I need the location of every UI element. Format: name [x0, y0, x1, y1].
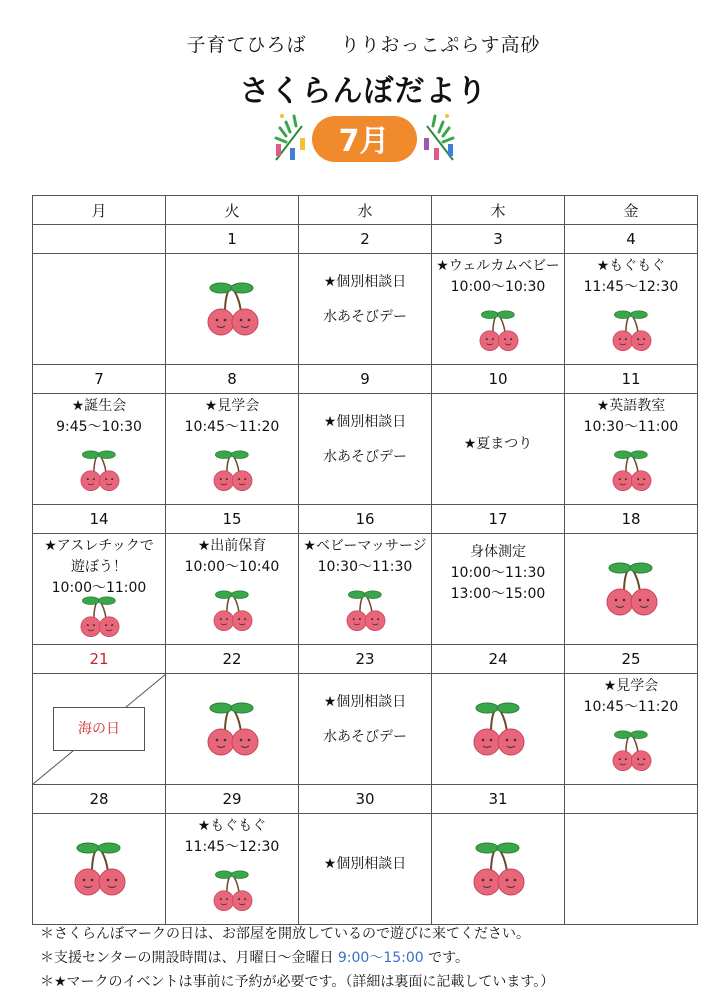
date-number: 25	[565, 645, 698, 674]
date-number: 8	[166, 365, 299, 394]
event-detail: 水あそびデー	[323, 449, 407, 465]
date-number: 15	[166, 505, 299, 534]
day-cell	[33, 674, 166, 785]
cherry-icon	[461, 702, 537, 758]
date-number: 30	[299, 785, 432, 814]
event-title: ★もぐもぐ	[197, 818, 267, 834]
date-number: 24	[432, 645, 565, 674]
event-detail: 11:45〜12:30	[583, 279, 679, 295]
event-detail: 10:45〜11:20	[184, 419, 280, 435]
month-badge	[272, 108, 457, 170]
day-cell	[565, 674, 698, 785]
day-cell	[565, 394, 698, 505]
cherry-icon	[204, 870, 262, 913]
cherry-icon	[461, 842, 537, 898]
weekday-header: 木	[432, 196, 565, 225]
day-cell	[432, 394, 565, 505]
org-name: 子育てひろば	[186, 34, 307, 56]
date-number: 31	[432, 785, 565, 814]
center-name: りりおっこぷらす高砂	[340, 34, 541, 56]
event-detail: 遊ぼう！	[71, 559, 127, 575]
event-title: ★個別相談日	[323, 856, 407, 872]
day-cell	[33, 534, 166, 645]
date-number	[33, 225, 166, 254]
date-number: 22	[166, 645, 299, 674]
event-title: ★ベビーマッサージ	[303, 538, 427, 554]
event-detail: 水あそびデー	[323, 309, 407, 325]
event-title: ★見学会	[204, 398, 260, 414]
event-detail: 10:00〜11:00	[51, 580, 147, 596]
day-cell	[565, 534, 698, 645]
event-title: ★ウェルカムベビー	[436, 258, 560, 274]
tanabata-decoration-left-icon	[276, 114, 305, 160]
event-detail: 10:00〜10:40	[184, 559, 280, 575]
event-detail: 10:30〜11:00	[583, 419, 679, 435]
holiday-label: 海の日	[53, 707, 145, 751]
cherry-icon	[603, 450, 661, 493]
date-number: 3	[432, 225, 565, 254]
event-title: ★誕生会	[71, 398, 127, 414]
date-number: 10	[432, 365, 565, 394]
event-title: ★出前保育	[197, 538, 267, 554]
cherry-icon	[71, 596, 129, 639]
event-detail: 10:30〜11:30	[317, 559, 413, 575]
event-detail: 10:00〜10:30	[450, 279, 546, 295]
event-title: ★夏まつり	[463, 436, 533, 452]
weekday-header: 金	[565, 196, 698, 225]
cherry-icon	[337, 590, 395, 633]
event-detail: 水あそびデー	[323, 729, 407, 745]
date-number: 4	[565, 225, 698, 254]
event-title: ★英語教室	[596, 398, 666, 414]
day-cell	[33, 254, 166, 365]
newsletter-title: さくらんぼだより	[239, 74, 488, 109]
day-cell	[432, 534, 565, 645]
note-hours-time: 9:00〜15:00	[337, 950, 424, 966]
event-detail: 9:45〜10:30	[56, 419, 142, 435]
day-cell	[432, 254, 565, 365]
day-cell	[166, 674, 299, 785]
day-cell	[166, 534, 299, 645]
calendar-table	[32, 195, 698, 925]
day-cell	[166, 814, 299, 925]
cherry-icon	[204, 590, 262, 633]
date-number: 17	[432, 505, 565, 534]
cherry-icon	[204, 450, 262, 493]
cherry-icon	[603, 730, 661, 773]
event-title: ★個別相談日	[323, 274, 407, 290]
cherry-icon	[62, 842, 138, 898]
day-cell	[166, 254, 299, 365]
date-number: 29	[166, 785, 299, 814]
date-number: 1	[166, 225, 299, 254]
cherry-icon	[195, 282, 271, 338]
day-cell	[432, 814, 565, 925]
event-title: ★個別相談日	[323, 414, 407, 430]
date-number: 16	[299, 505, 432, 534]
date-number: 14	[33, 505, 166, 534]
weekday-header: 水	[299, 196, 432, 225]
date-number: 18	[565, 505, 698, 534]
event-detail: 10:45〜11:20	[583, 699, 679, 715]
date-number: 9	[299, 365, 432, 394]
date-number: 21	[33, 645, 166, 674]
day-cell	[565, 254, 698, 365]
date-number: 11	[565, 365, 698, 394]
event-detail: 11:45〜12:30	[184, 839, 280, 855]
date-number: 23	[299, 645, 432, 674]
cherry-icon	[195, 702, 271, 758]
day-cell	[299, 814, 432, 925]
weekday-header: 火	[166, 196, 299, 225]
note-open-room: ＊さくらんぼマークの日は、お部屋を開放しているので遊びに来てください。	[40, 926, 530, 942]
day-cell	[33, 814, 166, 925]
day-cell	[166, 394, 299, 505]
event-detail: 13:00〜15:00	[450, 586, 546, 602]
day-cell	[33, 394, 166, 505]
day-cell	[299, 534, 432, 645]
note-hours: ＊支援センターの開設時間は、月曜日〜金曜日 9:00〜15:00 です。	[40, 950, 470, 966]
day-cell	[299, 254, 432, 365]
cherry-icon	[470, 310, 528, 353]
day-cell	[299, 674, 432, 785]
notes	[40, 922, 554, 994]
event-title: ★もぐもぐ	[596, 258, 666, 274]
day-cell	[432, 674, 565, 785]
event-title: ★見学会	[603, 678, 659, 694]
cherry-icon	[603, 310, 661, 353]
event-title: ★アスレチックで	[44, 538, 154, 554]
header-subtitle	[0, 30, 727, 57]
date-number	[565, 785, 698, 814]
date-number: 2	[299, 225, 432, 254]
event-title: 身体測定	[470, 544, 526, 560]
date-number: 28	[33, 785, 166, 814]
event-detail: 10:00〜11:30	[450, 565, 546, 581]
day-cell	[565, 814, 698, 925]
cherry-icon	[594, 562, 670, 618]
cherry-icon	[71, 450, 129, 493]
weekday-header: 月	[33, 196, 166, 225]
month-label: 7月	[338, 124, 390, 159]
event-title: ★個別相談日	[323, 694, 407, 710]
note-reservation: ＊★マークのイベントは事前に予約が必要です。（詳細は裏面に記載しています。）	[40, 974, 555, 990]
tanabata-decoration-right-icon	[424, 114, 453, 160]
day-cell	[299, 394, 432, 505]
date-number: 7	[33, 365, 166, 394]
